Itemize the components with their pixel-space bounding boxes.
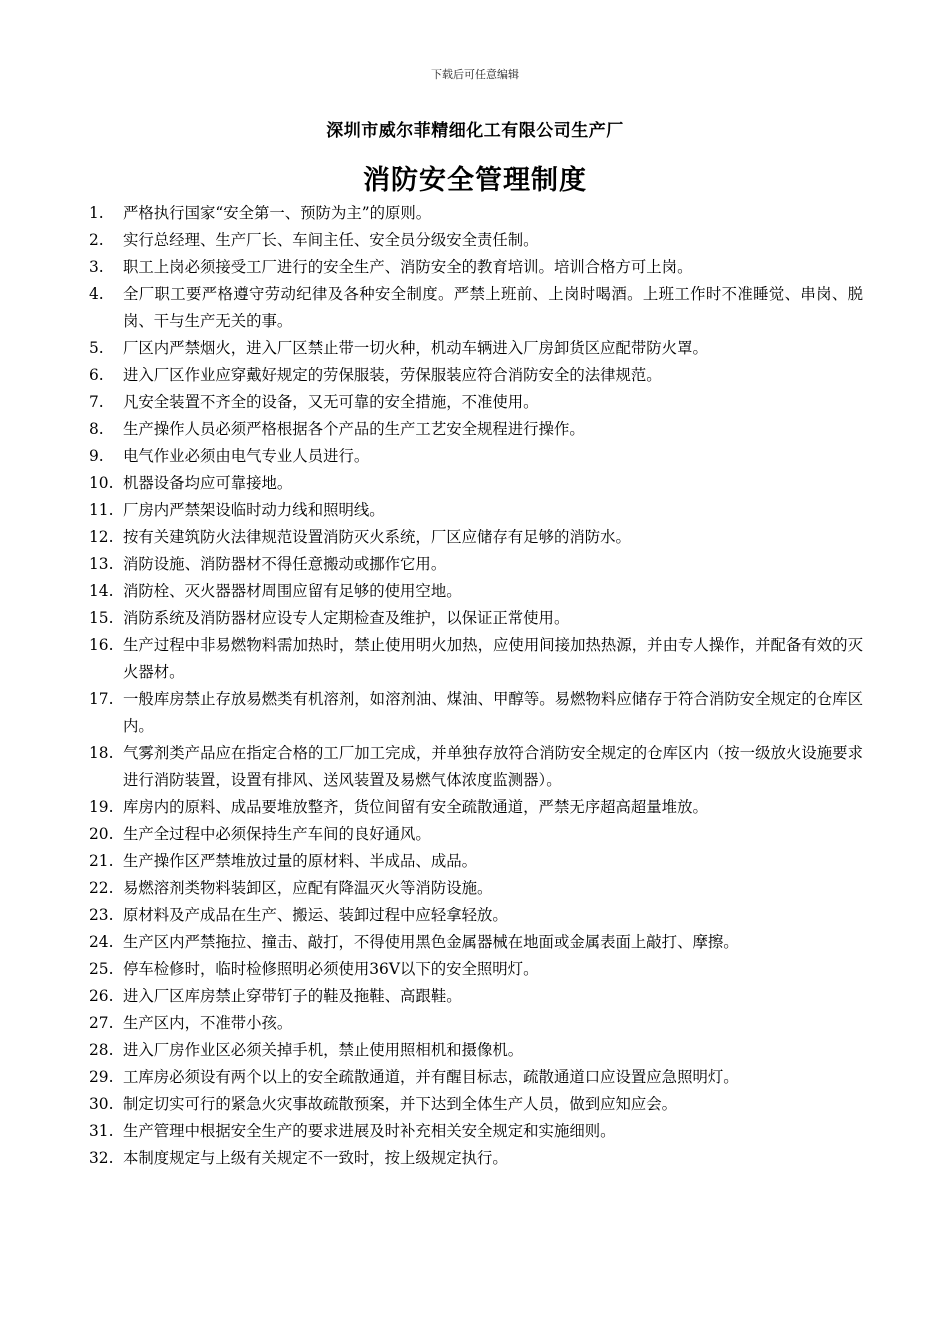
rule-item (88, 929, 863, 956)
rule-number: 4. (89, 285, 104, 303)
rule-text: 机器设备均应可靠接地。 (123, 474, 293, 492)
rule-number: 9. (89, 447, 104, 465)
rule-item (88, 1010, 863, 1037)
company-name: 深圳市威尔菲精细化工有限公司生产厂 (326, 121, 624, 141)
rule-number: 27. (89, 1014, 114, 1032)
rule-item (88, 281, 863, 335)
rule-text: 厂房内严禁架设临时动力线和照明线。 (123, 501, 385, 519)
rule-text: 进入厂房作业区必须关掉手机，禁止使用照相机和摄像机。 (123, 1041, 524, 1059)
rule-text: 消防系统及消防器材应设专人定期检查及维护，以保证正常使用。 (123, 609, 570, 627)
rule-number: 24. (89, 933, 114, 951)
rule-number: 29. (89, 1068, 114, 1086)
rule-item (88, 821, 863, 848)
rule-item (88, 1145, 863, 1172)
rule-text: 原材料及产成品在生产、搬运、装卸过程中应轻拿轻放。 (123, 906, 508, 924)
rule-number: 17. (89, 690, 114, 708)
rule-text: 工库房必须设有两个以上的安全疏散通道，并有醒目标志，疏散通道口应设置应急照明灯。 (123, 1068, 739, 1086)
rule-item (88, 389, 863, 416)
rule-number: 7. (89, 393, 104, 411)
rule-item (88, 956, 863, 983)
rule-text: 实行总经理、生产厂长、车间主任、安全员分级安全责任制。 (123, 231, 539, 249)
rule-item (88, 335, 863, 362)
rule-number: 10. (89, 474, 114, 492)
rule-item (88, 470, 863, 497)
rule-text: 一般库房禁止存放易燃类有机溶剂，如溶剂油、煤油、甲醇等。易燃物料应储存于符合消防安全规定的仓库区内。 (123, 690, 863, 735)
rule-item (88, 686, 863, 740)
rule-text: 生产管理中根据安全生产的要求进展及时补充相关安全规定和实施细则。 (123, 1122, 616, 1140)
rule-item (88, 902, 863, 929)
rule-number: 30. (89, 1095, 114, 1113)
rules-list (88, 200, 863, 1172)
rule-number: 22. (89, 879, 114, 897)
rule-item (88, 254, 863, 281)
rule-item (88, 1037, 863, 1064)
rule-text: 严格执行国家“安全第一、预防为主”的原则。 (123, 204, 432, 222)
rule-item (88, 551, 863, 578)
rule-text: 气雾剂类产品应在指定合格的工厂加工完成，并单独存放符合消防安全规定的仓库区内（按一级放火设施要求进行消防装置，设置有排风、送风装置及易燃气体浓度监测器）。 (123, 744, 863, 789)
rule-item (88, 605, 863, 632)
rule-text: 全厂职工要严格遵守劳动纪律及各种安全制度。严禁上班前、上岗时喝酒。上班工作时不准睡觉、串岗、脱岗、干与生产无关的事。 (123, 285, 863, 330)
rule-text: 本制度规定与上级有关规定不一致时，按上级规定执行。 (123, 1149, 508, 1167)
rule-text: 消防栓、灭火器器材周围应留有足够的使用空地。 (123, 582, 462, 600)
rule-text: 生产区内严禁拖拉、撞击、敲打，不得使用黑色金属器械在地面或金属表面上敲打、摩擦。 (123, 933, 739, 951)
rule-number: 23. (89, 906, 114, 924)
rule-number: 20. (89, 825, 114, 843)
rule-number: 6. (89, 366, 104, 384)
rule-text: 消防设施、消防器材不得任意搬动或挪作它用。 (123, 555, 447, 573)
rule-item (88, 227, 863, 254)
rule-item (88, 1091, 863, 1118)
rule-number: 21. (89, 852, 114, 870)
rule-text: 进入厂区库房禁止穿带钉子的鞋及拖鞋、高跟鞋。 (123, 987, 462, 1005)
rule-item (88, 416, 863, 443)
rule-text: 生产过程中非易燃物料需加热时，禁止使用明火加热，应使用间接加热热源，并由专人操作，并配备有效的灭火器材。 (123, 636, 863, 681)
rule-item (88, 200, 863, 227)
rule-number: 15. (89, 609, 114, 627)
rule-item (88, 524, 863, 551)
rule-number: 28. (89, 1041, 114, 1059)
rule-number: 13. (89, 555, 114, 573)
rule-item (88, 632, 863, 686)
rule-text: 停车检修时，临时检修照明必须使用36V以下的安全照明灯。 (123, 960, 539, 978)
rule-item (88, 848, 863, 875)
rule-text: 按有关建筑防火法律规范设置消防灭火系统，厂区应储存有足够的消防水。 (123, 528, 631, 546)
rule-text: 职工上岗必须接受工厂进行的安全生产、消防安全的教育培训。培训合格方可上岗。 (123, 258, 693, 276)
rule-item (88, 983, 863, 1010)
rule-number: 3. (89, 258, 104, 276)
rule-number: 19. (89, 798, 114, 816)
rule-text: 制定切实可行的紧急火灾事故疏散预案，并下达到全体生产人员，做到应知应会。 (123, 1095, 678, 1113)
rule-number: 25. (89, 960, 114, 978)
rule-number: 8. (89, 420, 104, 438)
rule-item (88, 1118, 863, 1145)
rule-text: 生产操作区严禁堆放过量的原材料、半成品、成品。 (123, 852, 477, 870)
rule-number: 16. (89, 636, 114, 654)
rule-text: 电气作业必须由电气专业人员进行。 (123, 447, 370, 465)
rule-text: 生产全过程中必须保持生产车间的良好通风。 (123, 825, 431, 843)
document-title: 消防安全管理制度 (363, 165, 587, 196)
rule-item (88, 443, 863, 470)
rule-text: 进入厂区作业应穿戴好规定的劳保服装，劳保服装应符合消防安全的法律规范。 (123, 366, 662, 384)
rule-text: 易燃溶剂类物料装卸区，应配有降温灭火等消防设施。 (123, 879, 493, 897)
rule-number: 5. (89, 339, 104, 357)
rule-item (88, 875, 863, 902)
rule-number: 18. (89, 744, 114, 762)
rule-text: 生产操作人员必须严格根据各个产品的生产工艺安全规程进行操作。 (123, 420, 585, 438)
rule-text: 库房内的原料、成品要堆放整齐，货位间留有安全疏散通道，严禁无序超高超量堆放。 (123, 798, 708, 816)
rule-item (88, 794, 863, 821)
rule-text: 生产区内，不准带小孩。 (123, 1014, 293, 1032)
rule-item (88, 497, 863, 524)
rule-number: 12. (89, 528, 114, 546)
rule-item (88, 1064, 863, 1091)
header-note: 下载后可任意编辑 (431, 68, 519, 81)
rule-text: 凡安全装置不齐全的设备，又无可靠的安全措施，不准使用。 (123, 393, 539, 411)
rule-number: 11. (89, 501, 114, 519)
rule-text: 厂区内严禁烟火，进入厂区禁止带一切火种，机动车辆进入厂房卸货区应配带防火罩。 (123, 339, 708, 357)
rule-item (88, 578, 863, 605)
rule-item (88, 740, 863, 794)
rule-number: 26. (89, 987, 114, 1005)
rule-number: 1. (89, 204, 104, 222)
rule-number: 2. (89, 231, 104, 249)
rule-number: 14. (89, 582, 114, 600)
rule-number: 31. (89, 1122, 114, 1140)
rule-item (88, 362, 863, 389)
rule-number: 32. (89, 1149, 114, 1167)
